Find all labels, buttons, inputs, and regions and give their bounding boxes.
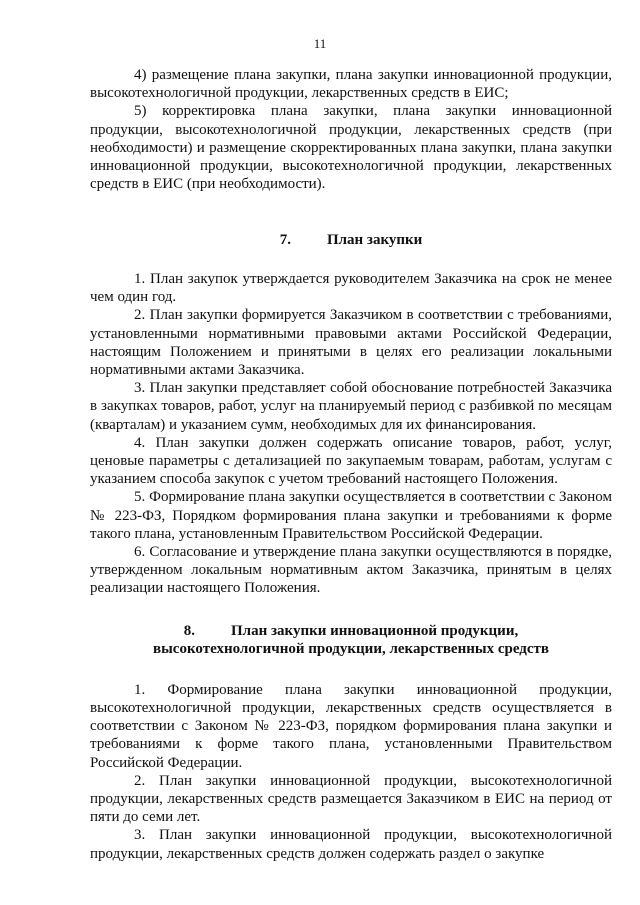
section-7-number: 7.	[279, 232, 291, 249]
section-7-item-2: 2. План закупки формируется Заказчиком в соответствии с требованиями, установленными нормативными правовыми актами Российской Федерации, настоящим Положением и принятыми в целях его реализации локальными нормативными актами Заказчика.	[90, 307, 612, 379]
section-7-item-3: 3. План закупки представляет собой обоснование потребностей Заказчика в закупках товаров, работ, услуг на планируемый период с разбивкой по месяцам (кварталам) и указанием сумм, необходимых для их финансирования.	[90, 380, 612, 433]
section-7-item-5: 5. Формирование плана закупки осуществляется в соответствии с Законом № 223-ФЗ, Порядком формирования плана закупки и требованиями к форме такого плана, установленным Правительством Российской Федерации.	[90, 489, 612, 542]
intro-item-4: 4) размещение плана закупки, плана закупки инновационной продукции, высокотехнологичной продукции, лекарственных средств в ЕИС;	[90, 67, 612, 102]
section-8-title-line-1: План закупки инновационной продукции,	[231, 622, 519, 639]
intro-item-5: 5) корректировка плана закупки, плана закупки инновационной продукции, высокотехнологичной продукции, лекарственных средств (при необходимости) и размещение скорректированных плана закупки, плана закупки инновационной продукции, высокотехнологичной продукции, лекарственных средств в ЕИС (при необходимости).	[90, 103, 612, 193]
section-7-item-1: 1. План закупок утверждается руководителем Заказчика на срок не менее чем один год.	[90, 271, 612, 306]
section-7-title: План закупки	[326, 232, 423, 249]
page-number: 11	[313, 36, 327, 51]
section-8-number: 8.	[183, 622, 196, 639]
section-8-item-3: 3. План закупки инновационной продукции, высокотехнологичной продукции, лекарственных средств должен содержать раздел о закупке	[90, 827, 612, 862]
section-8-item-1: 1. Формирование плана закупки инновационной продукции, высокотехнологичной продукции, лекарственных средств осуществляется в соответствии с Законом № 223-ФЗ, порядком формирования плана закупки и требованиями к форме такого плана, установленными Правительством Российской Федерации.	[90, 681, 612, 771]
section-8-heading	[90, 622, 612, 659]
section-8-item-2: 2. План закупки инновационной продукции, высокотехнологичной продукции, лекарственных средств размещается Заказчиком в ЕИС на период от пяти до семи лет.	[90, 772, 612, 826]
section-7-item-6: 6. Согласование и утверждение плана закупки осуществляются в порядке, утвержденном локальным нормативным актом Заказчика, принятым в целях реализации настоящего Положения.	[90, 544, 612, 597]
section-8-title-line-2: высокотехнологичной продукции, лекарственных средств	[153, 641, 549, 658]
document-body	[90, 66, 612, 863]
section-7-item-4: 4. План закупки должен содержать описание товаров, работ, услуг, ценовые параметры с детализацией по закупаемым товарам, работам, услугам с указанием способа закупок с учетом требований настоящего Положения.	[90, 434, 612, 488]
section-7-heading	[90, 231, 612, 250]
section-8-heading-line-1	[90, 622, 612, 641]
